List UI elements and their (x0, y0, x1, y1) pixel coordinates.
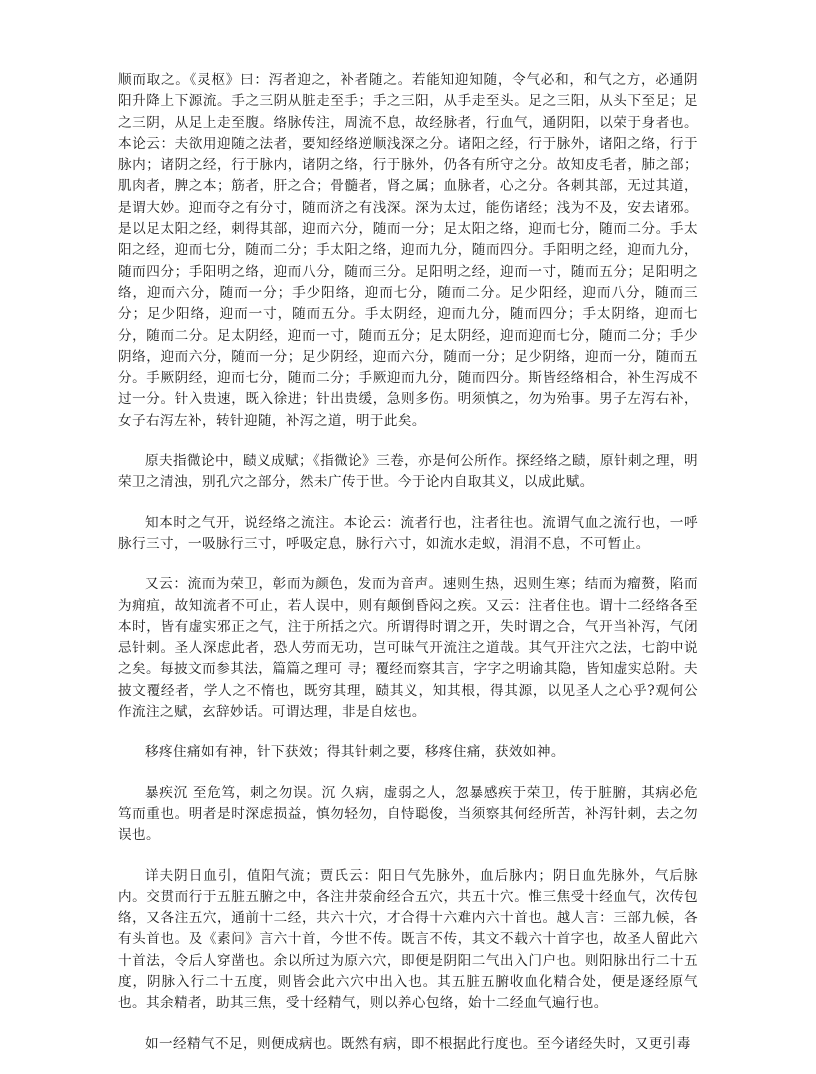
paragraph-1: 顺而取之。《灵枢》曰：泻者迎之，补者随之。若能知迎知随，令气必和，和气之方，必通阴阳升降上下源流。手之三阴从脏走至手；手之三阳，从手走至头。足之三阳，从头下至足；足之三阴，从足上走至腹。络脉传注，周流不息，故经脉者，行血气，通阴阳，以荣于身者也。本论云：夫欲用迎随之法者，要知经络逆顺浅深之分。诸阳之经，行于脉外，诸阳之络，行于脉内；诸阴之经，行于脉内，诸阴之络，行于脉外，仍各有所守之分。故知皮毛者，肺之部；肌肉者，脾之本；筋者，肝之合；骨髓者，肾之属；血脉者，心之分。各刺其部，无过其道，是谓大妙。迎而夺之有分寸，随而济之有浅深。深为太过，能伤诸经；浅为不及，安去诸邪。是以足太阳之经，刺得其部，迎而六分，随而一分；足太阳之络，迎而七分，随而二分。手太阳之经，迎而七分，随而二分；手太阳之络，迎而九分，随而四分。手阳明之经，迎而九分，随而四分；手阳明之络，迎而八分，随而三分。足阳明之经，迎而一寸，随而五分；足阳明之络，迎而六分，随而一分；手少阳络，迎而七分，随而二分。足少阳经，迎而八分，随而三分；足少阳络，迎而一寸，随而五分。手太阴经，迎而九分，随而四分；手太阴络，迎而七分，随而二分。足太阴经，迎而一寸，随而五分；足太阴经，迎而迎而七分，随而二分；手少阴络，迎而六分，随而一分；足少阴经，迎而六分，随而一分；足少阴络，迎而一分，随而五分。手厥阴经，迎而七分，随而二分；手厥迎而九分，随而四分。斯皆经络相合，补生泻成不过一分。针入贵速，既入徐进；针出贵缓，急则多伤。明须慎之，勿为殆事。男子左泻右补，女子右泻左补，转针迎随，补泻之道，明于此矣。 (118, 72, 698, 429)
document-body (118, 70, 698, 1074)
paragraph-6: 暴疾沉 至危笃，刺之勿误。沉 久病，虚弱之人，忽暴感疾于荣卫，传于脏腑，其病必危笃而重也。明者是时深虑损益，慎勿轻勿，自恃聪俊，当须察其何经所苦，补泻针刺，去之勿误也。 (118, 784, 698, 844)
paragraph-3: 知本时之气开，说经络之流注。本论云：流者行也，注者往也。流谓气血之流行也，一呼脉行三寸，一吸脉行三寸，呼吸定息，脉行六寸，如流水走蚁，涓涓不息，不可暂止。 (118, 514, 698, 552)
paragraph-4: 又云：流而为荣卫，彰而为颜色，发而为音声。速则生热，迟则生寒；结而为瘤赘，陷而为痈疽，故知流者不可止，若人误中，则有颠倒昏闷之疾。又云：注者住也。谓十二经络各至本时，皆有虚实邪正之气，注于所括之穴。所谓得时谓之开，失时谓之合，气开当补泻，气闭忌针刺。圣人深虑此者，恐人劳而无功，岂可昧气开流注之道哉。其气开注穴之法，七韵中说之矣。每披文而参其法，篇篇之理可 寻；覆经而察其言，字字之明谕其隐，皆知虚实总附。夫披文覆经者，学人之不惰也，既穷其理，赜其义，知其根，得其源，以见圣人之心乎?观何公作流注之赋，玄辞妙话。可谓达理，非是自炫也。 (118, 576, 698, 721)
paragraph-2: 原夫指微论中，赜义成赋；《指微论》三卷，亦是何公所作。探经络之赜，原针刺之理，明荣卫之清浊，别孔穴之部分，然未广传于世。今于论内自取其义，以成此赋。 (118, 453, 698, 491)
paragraph-8: 如一经精气不足，则便成病也。既然有病，即不根据此行度也。至今诸经失时，又更引毒 (145, 1035, 691, 1052)
paragraph-7: 详夫阴日血引，值阳气流；贾氏云：阳日气先脉外，血后脉内；阴日血先脉外，气后脉内。交贯而行于五脏五腑之中，各注井荥俞经合五穴，共五十穴。惟三焦受十经血气，次传包络，又各注五穴，通前十二经，共六十穴，才合得十六难内六十首也。越人言：三部九候，各有头首也。及《素问》言六十首，今世不传。既言不传，其文不载六十首字也，故圣人留此六十首法，令后人穿凿也。余以所过为原六穴，即便是阴阳二气出入门户也。则阳脉出行二十五度，阴脉入行二十五度，则皆会此六穴中出入也。其五脏五腑收血化精合处，便是逐经原气也。其余精者，助其三焦，受十经精气，则以养心包络，始十二经血气遍行也。 (118, 867, 698, 1012)
paragraph-5: 移疼住痛如有神，针下获效；得其针刺之要，移疼住痛，获效如神。 (145, 744, 565, 761)
